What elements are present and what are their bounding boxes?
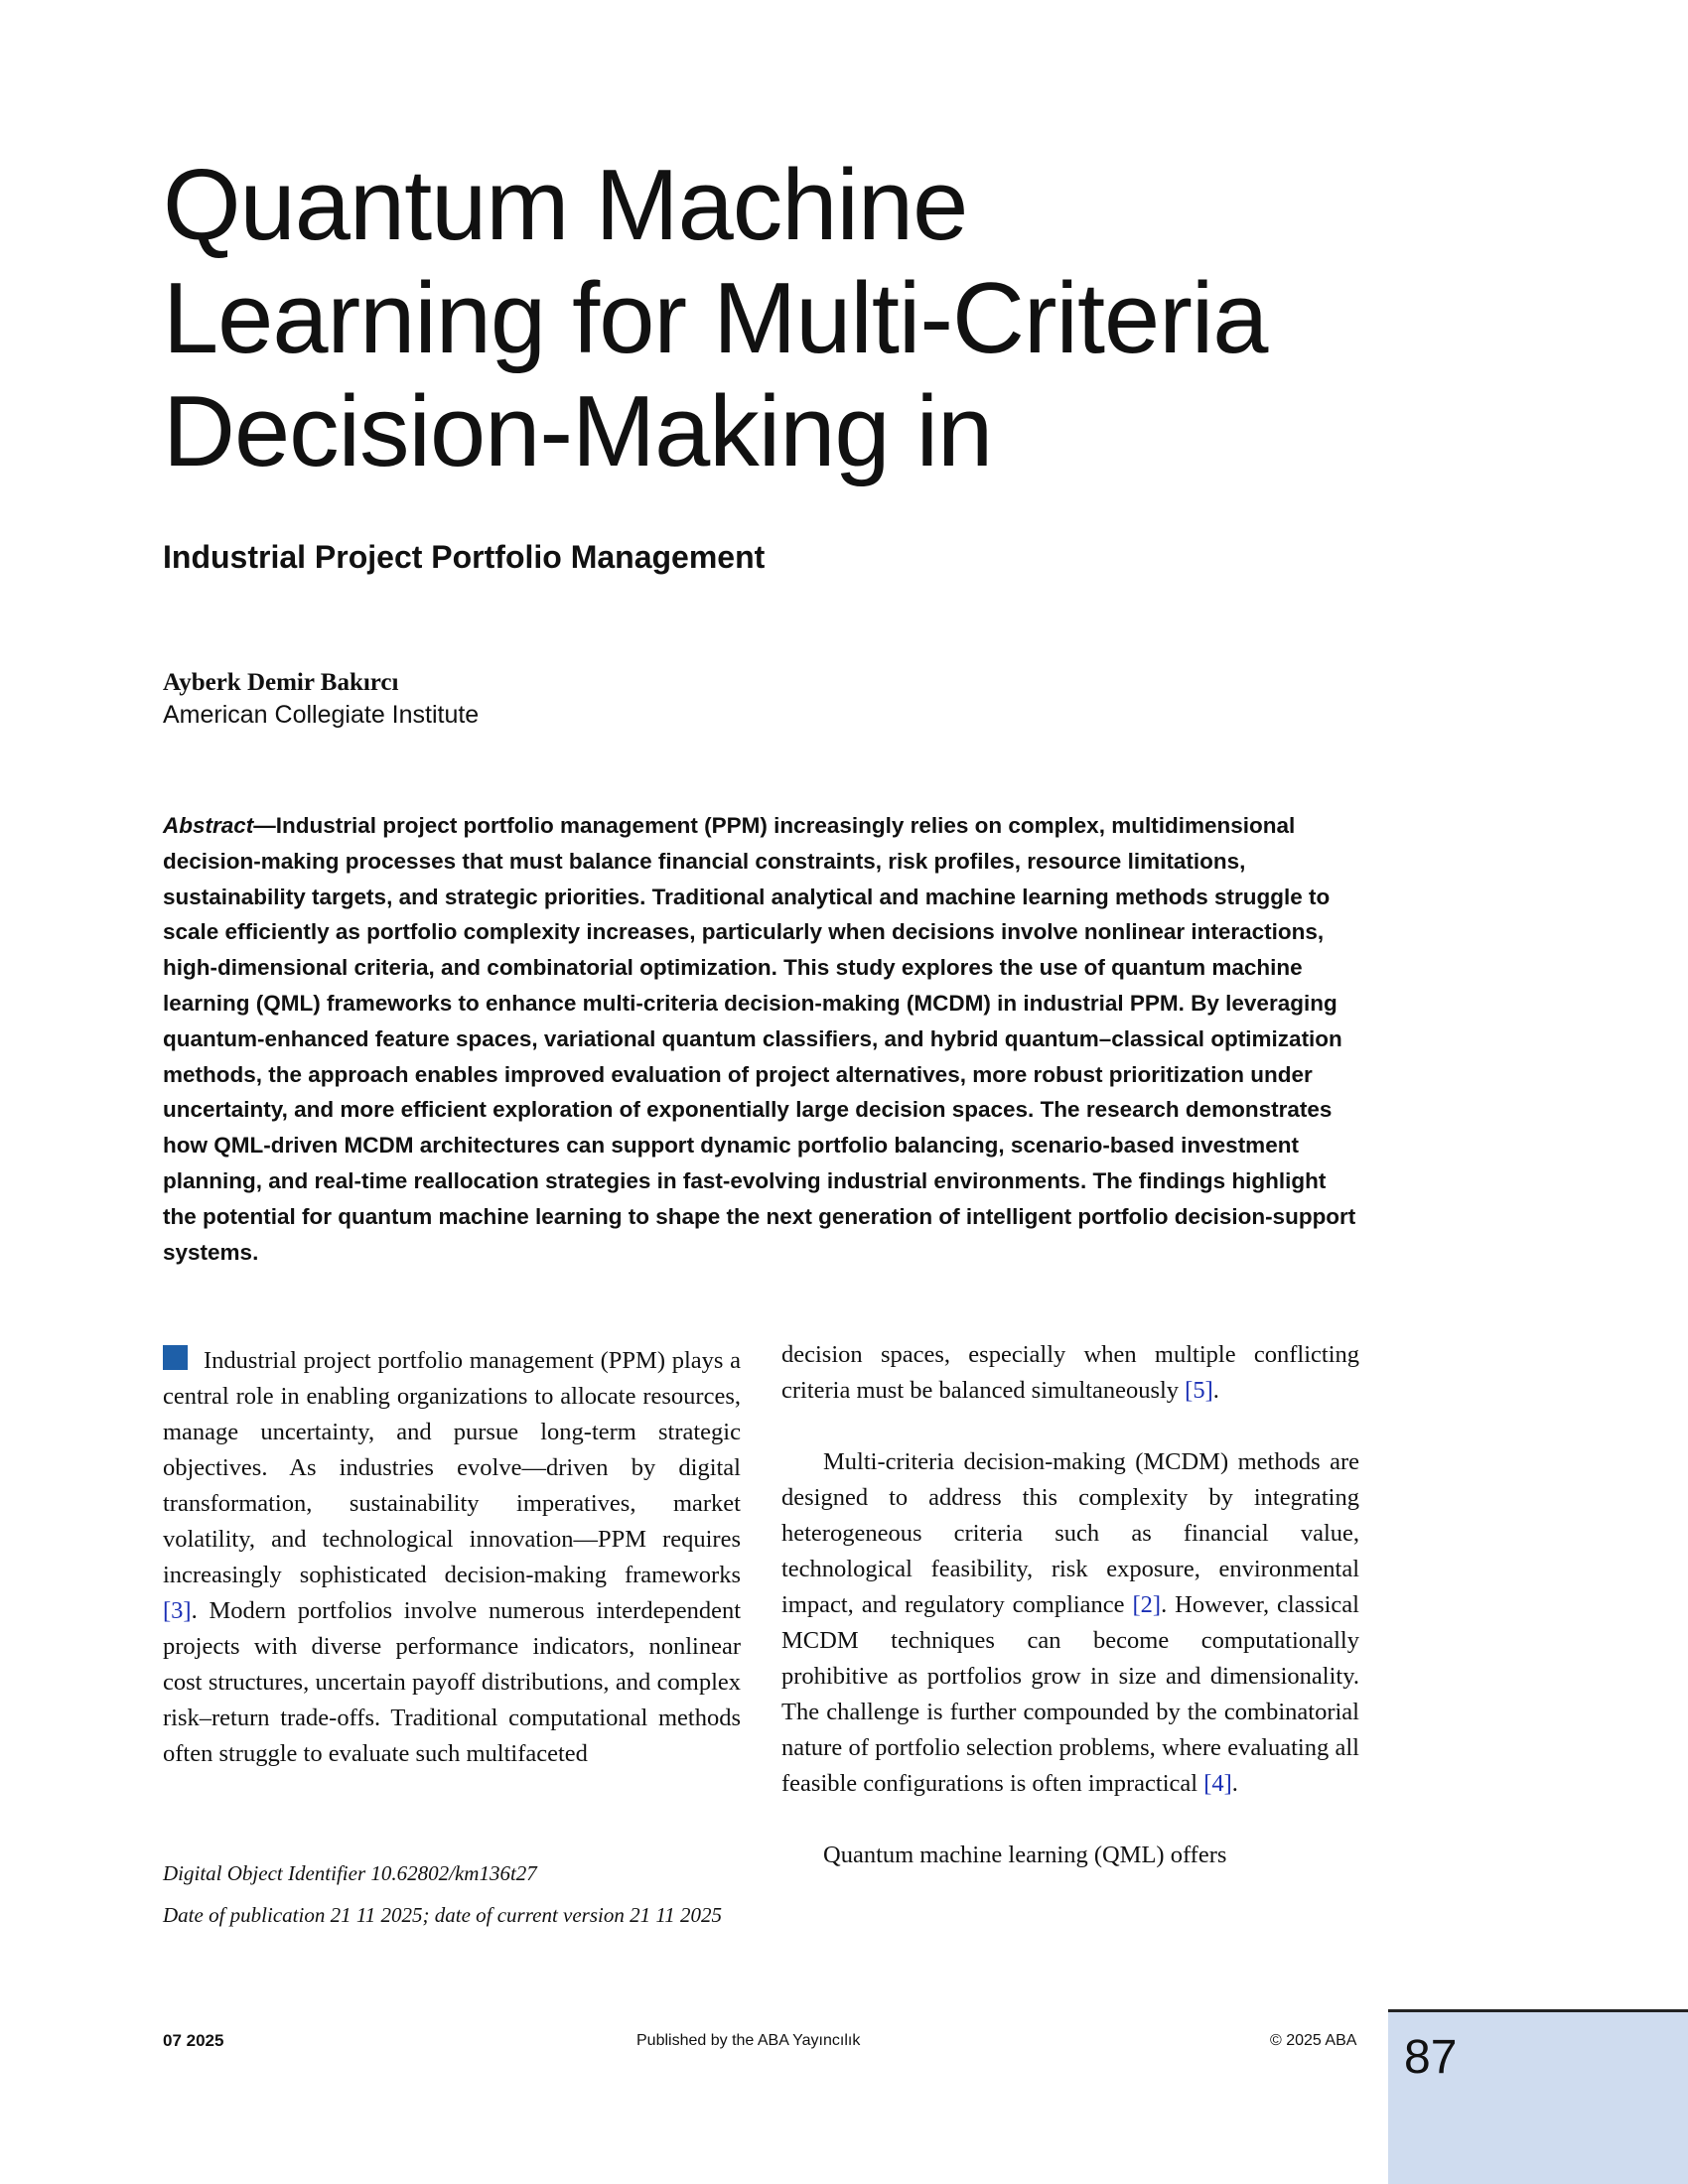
body-paragraph xyxy=(163,1343,741,1772)
abstract-text: —Industrial project portfolio management (PPM) increasingly relies on complex, multidimensional decision-making processes that must balance financial constraints, risk profiles, resource limitations, sustainability targets, and strategic priorities. Traditional analytical and machine learning methods struggle to scale efficiently as portfolio complexity increases, particularly when decisions involve nonlinear interactions, high-dimensional criteria, and combinatorial optimization. This study explores the use of quantum machine learning (QML) frameworks to enhance multi-criteria decision-making (MCDM) in industrial PPM. By leveraging quantum-enhanced feature spaces, variational quantum classifiers, and hybrid quantum–classical optimization methods, the approach enables improved evaluation of project alternatives, more robust prioritization under uncertainty, and more efficient exploration of exponentially large decision spaces. The research demonstrates how QML-driven MCDM architectures can support dynamic portfolio balancing, scenario-based investment planning, and real-time reallocation strategies in fast-evolving industrial environments. The findings highlight the potential for quantum machine learning to shape the next generation of intelligent portfolio decision-support systems. xyxy=(163,813,1356,1265)
section-marker-icon xyxy=(163,1345,188,1370)
title-line: Quantum Machine xyxy=(163,150,968,261)
paragraph-text: Industrial project portfolio management (PPM) plays a central role in enabling organizations to allocate resources, manage uncertainty, and pursue long-term strategic objectives. As industries evolve—driven by digital transformation, sustainability imperatives, market volatility, and technological innovation—PPM requires increasingly sophisticated decision-making frameworks xyxy=(163,1347,741,1588)
author-name: Ayberk Demir Bakırcı xyxy=(163,669,399,696)
paragraph-text: . However, classical MCDM techniques can become computationally prohibitive as portfolios grow in size and dimensionality. The challenge is further compounded by the combinatorial nature of portfolio selection problems, where evaluating all feasible configurations is often impractical xyxy=(781,1591,1359,1797)
body-paragraph xyxy=(781,1337,1359,1409)
paper-subtitle: Industrial Project Portfolio Management xyxy=(163,539,766,575)
author-affiliation: American Collegiate Institute xyxy=(163,701,480,729)
citation-link[interactable]: [5] xyxy=(1185,1377,1213,1404)
footer-publisher: Published by the ABA Yayıncılık xyxy=(636,2032,861,2049)
citation-link[interactable]: [3] xyxy=(163,1597,192,1624)
body-column-left xyxy=(163,1343,741,1772)
paper-title xyxy=(163,149,1354,488)
abstract xyxy=(163,808,1362,1270)
publication-dates: Date of publication 21 11 2025; date of current version 21 11 2025 xyxy=(163,1903,723,1927)
paragraph-text: . Modern portfolios involve numerous interdependent projects with diverse performance indicators, nonlinear cost structures, uncertain payoff distributions, and complex risk–return trade-offs. Traditional computational methods often struggle to evaluate such multifaceted xyxy=(163,1597,741,1767)
title-line: Learning for Multi-Criteria xyxy=(163,263,1268,374)
citation-link[interactable]: [4] xyxy=(1203,1770,1232,1797)
page-number-box xyxy=(1388,2009,1688,2184)
doi-line: Digital Object Identifier 10.62802/km136t27 xyxy=(163,1861,537,1885)
body-paragraph xyxy=(781,1444,1359,1802)
body-column-right xyxy=(781,1337,1359,1873)
paragraph-text: Multi-criteria decision-making (MCDM) methods are designed to address this complexity by integrating heterogeneous criteria such as financial value, technological feasibility, risk exposure, environmental impact, and regulatory compliance xyxy=(781,1448,1359,1618)
paragraph-text: . xyxy=(1212,1377,1219,1404)
paragraph-text: decision spaces, especially when multiple conflicting criteria must be balanced simultaneously xyxy=(781,1341,1359,1404)
citation-link[interactable]: [2] xyxy=(1132,1591,1162,1618)
footer-copyright: © 2025 ABA xyxy=(1270,2032,1357,2049)
abstract-label: Abstract xyxy=(163,813,254,838)
paragraph-text: . xyxy=(1231,1770,1238,1797)
page-number: 87 xyxy=(1404,2031,1458,2084)
publication-metadata xyxy=(163,1852,741,1936)
body-paragraph: Quantum machine learning (QML) offers xyxy=(823,1842,1227,1868)
footer-issue: 07 2025 xyxy=(163,2031,224,2050)
title-line: Decision-Making in xyxy=(163,376,993,487)
